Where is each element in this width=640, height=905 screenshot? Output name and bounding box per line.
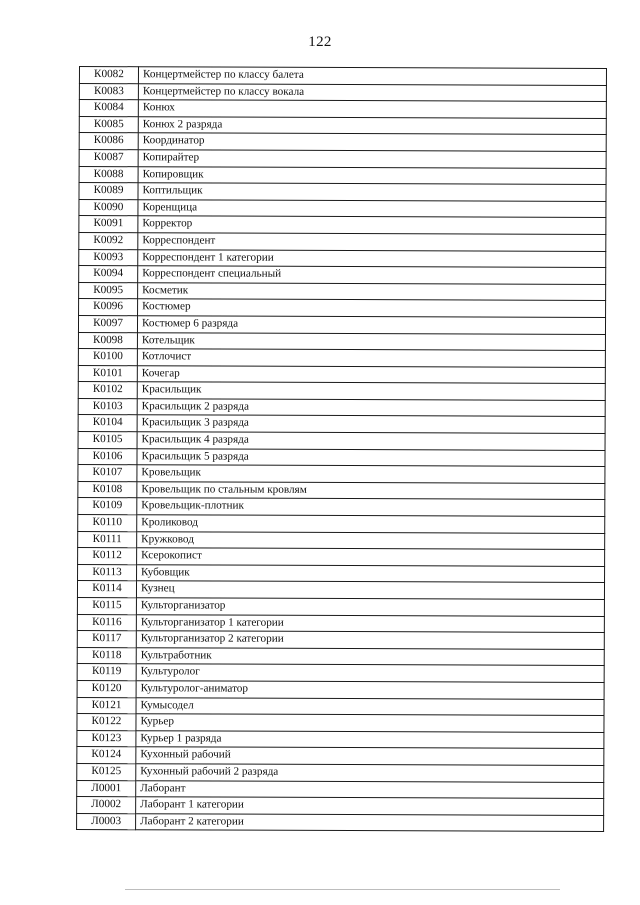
- profession-code-cell: К0083: [79, 83, 138, 100]
- table-row: [77, 780, 604, 799]
- profession-code-cell: Л0002: [77, 797, 136, 814]
- profession-name-cell: Костюмер 6 разряда: [137, 316, 605, 334]
- profession-code-cell: К0098: [78, 332, 137, 349]
- profession-name-cell: Курьер: [136, 714, 604, 732]
- profession-name-cell: Котельщик: [137, 332, 605, 350]
- table-row: [79, 116, 606, 135]
- profession-code-cell: К0125: [77, 763, 136, 780]
- table-row: [78, 315, 605, 334]
- profession-name-cell: Красильщик 3 разряда: [137, 415, 605, 433]
- profession-code-cell: К0088: [79, 166, 138, 183]
- profession-name-cell: Корректор: [138, 216, 606, 234]
- profession-name-cell: Корреспондент 1 категории: [138, 249, 606, 267]
- table-row: [77, 664, 604, 683]
- profession-code-cell: К0103: [78, 398, 137, 415]
- table-row: [79, 216, 606, 235]
- profession-code-cell: К0095: [79, 282, 138, 299]
- profession-code-cell: К0121: [77, 697, 136, 714]
- table-row: [79, 183, 606, 202]
- profession-code-cell: К0092: [79, 232, 138, 249]
- profession-code-cell: К0111: [78, 531, 137, 548]
- profession-code-cell: К0096: [79, 299, 138, 316]
- profession-name-cell: Конюх 2 разряда: [138, 117, 606, 135]
- table-row: [77, 813, 604, 832]
- table-row: [78, 382, 605, 401]
- profession-name-cell: Кочегар: [137, 365, 605, 383]
- profession-name-cell: Культорганизатор 2 категории: [136, 631, 604, 649]
- profession-code-cell: Л0001: [77, 780, 136, 797]
- profession-code-cell: К0117: [77, 631, 136, 648]
- table-row: [78, 448, 605, 467]
- profession-name-cell: Кровельщик-плотник: [137, 498, 605, 516]
- profession-name-cell: Кухонный рабочий 2 разряда: [136, 764, 604, 782]
- table-row: [79, 266, 606, 285]
- profession-code-cell: К0104: [78, 415, 137, 432]
- table-row: [79, 166, 606, 185]
- profession-name-cell: Костюмер: [138, 299, 606, 317]
- profession-name-cell: Концертмейстер по классу вокала: [138, 83, 606, 101]
- table-row: [77, 747, 604, 766]
- profession-code-cell: К0100: [78, 349, 137, 366]
- table-row: [77, 797, 604, 816]
- table-body: [77, 67, 607, 832]
- profession-code-cell: К0082: [79, 67, 138, 84]
- profession-name-cell: Копирайтер: [138, 150, 606, 168]
- profession-code-cell: К0114: [77, 581, 136, 598]
- page-number: 122: [308, 34, 332, 50]
- profession-name-cell: Кроликовод: [137, 515, 605, 533]
- profession-name-cell: Красильщик 2 разряда: [137, 399, 605, 417]
- profession-code-cell: К0123: [77, 730, 136, 747]
- profession-name-cell: Кубовщик: [137, 565, 605, 583]
- profession-code-cell: К0106: [78, 448, 137, 465]
- profession-name-cell: Культорганизатор 1 категории: [136, 614, 604, 632]
- table-row: [79, 249, 606, 268]
- table-row: [78, 564, 605, 583]
- table-row: [77, 647, 604, 666]
- profession-name-cell: Кружковод: [137, 531, 605, 549]
- table-row: [79, 199, 606, 218]
- table-row: [78, 365, 605, 384]
- table-row: [79, 100, 606, 119]
- table-row: [77, 614, 604, 633]
- profession-name-cell: Культуролог-аниматор: [136, 681, 604, 699]
- table-row: [79, 282, 606, 301]
- profession-name-cell: Кровельщик по стальным кровлям: [137, 482, 605, 500]
- table-row: [78, 498, 605, 517]
- profession-name-cell: Конюх: [138, 100, 606, 118]
- table-row: [78, 332, 605, 351]
- profession-code-cell: К0097: [78, 315, 137, 332]
- profession-code-cell: К0084: [79, 100, 138, 117]
- profession-code-cell: К0122: [77, 714, 136, 731]
- table-row: [77, 730, 604, 749]
- profession-codes-table: [76, 66, 607, 832]
- profession-code-cell: К0105: [78, 432, 137, 449]
- profession-name-cell: Лаборант: [136, 780, 604, 798]
- table-row: [77, 680, 604, 699]
- profession-name-cell: Котлочист: [137, 349, 605, 367]
- table-row: [78, 548, 605, 567]
- table-row: [78, 515, 605, 534]
- table-row: [79, 149, 606, 168]
- table-row: [79, 299, 606, 318]
- profession-code-cell: К0115: [77, 597, 136, 614]
- profession-code-cell: К0089: [79, 183, 138, 200]
- table-row: [78, 398, 605, 417]
- profession-name-cell: Культуролог: [136, 664, 604, 682]
- table-row: [77, 631, 604, 650]
- profession-name-cell: Культорганизатор: [136, 598, 604, 616]
- table-row: [78, 481, 605, 500]
- table-row: [79, 232, 606, 251]
- profession-name-cell: Кровельщик: [137, 465, 605, 483]
- profession-name-cell: Координатор: [138, 133, 606, 151]
- profession-code-cell: К0091: [79, 216, 138, 233]
- table-row: [79, 83, 606, 102]
- table-row: [78, 432, 605, 451]
- profession-name-cell: Коптильщик: [138, 183, 606, 201]
- profession-name-cell: Кумысодел: [136, 697, 604, 715]
- profession-code-cell: К0094: [79, 266, 138, 283]
- table-row: [79, 133, 606, 152]
- profession-name-cell: Лаборант 2 категории: [136, 813, 604, 831]
- profession-code-cell: К0113: [78, 564, 137, 581]
- profession-code-cell: К0120: [77, 680, 136, 697]
- table-row: [78, 531, 605, 550]
- profession-code-cell: К0118: [77, 647, 136, 664]
- profession-code-cell: К0085: [79, 116, 138, 133]
- profession-name-cell: Копировщик: [138, 166, 606, 184]
- table-row: [77, 581, 604, 600]
- profession-name-cell: Курьер 1 разряда: [136, 730, 604, 748]
- profession-code-cell: К0101: [78, 365, 137, 382]
- page-bottom-divider: [125, 889, 560, 890]
- profession-name-cell: Косметик: [138, 282, 606, 300]
- profession-code-cell: К0102: [78, 382, 137, 399]
- profession-name-cell: Кухонный рабочий: [136, 747, 604, 765]
- profession-code-cell: К0124: [77, 747, 136, 764]
- profession-code-cell: К0110: [78, 515, 137, 532]
- table-row: [77, 763, 604, 782]
- table-row: [79, 67, 606, 86]
- table-row: [77, 597, 604, 616]
- profession-name-cell: Культработник: [136, 648, 604, 666]
- profession-code-cell: К0119: [77, 664, 136, 681]
- profession-code-cell: К0112: [78, 548, 137, 565]
- table-row: [77, 714, 604, 733]
- table-row: [77, 697, 604, 716]
- profession-name-cell: Ксерокопист: [137, 548, 605, 566]
- profession-name-cell: Лаборант 1 категории: [136, 797, 604, 815]
- profession-name-cell: Корреспондент: [138, 233, 606, 251]
- profession-code-cell: К0086: [79, 133, 138, 150]
- profession-code-cell: Л0003: [77, 813, 136, 830]
- profession-name-cell: Кузнец: [136, 581, 604, 599]
- profession-code-cell: К0109: [78, 498, 137, 515]
- profession-name-cell: Красильщик 5 разряда: [137, 448, 605, 466]
- profession-name-cell: Красильщик: [137, 382, 605, 400]
- table-row: [78, 415, 605, 434]
- profession-code-cell: К0093: [79, 249, 138, 266]
- profession-name-cell: Корреспондент специальный: [138, 266, 606, 284]
- profession-code-cell: К0090: [79, 199, 138, 216]
- table-row: [78, 349, 605, 368]
- profession-code-cell: К0108: [78, 481, 137, 498]
- profession-code-cell: К0107: [78, 465, 137, 482]
- table-row: [78, 465, 605, 484]
- profession-name-cell: Концертмейстер по классу балета: [138, 67, 606, 85]
- profession-code-cell: К0116: [77, 614, 136, 631]
- profession-name-cell: Красильщик 4 разряда: [137, 432, 605, 450]
- profession-name-cell: Коренщица: [138, 199, 606, 217]
- profession-code-cell: К0087: [79, 149, 138, 166]
